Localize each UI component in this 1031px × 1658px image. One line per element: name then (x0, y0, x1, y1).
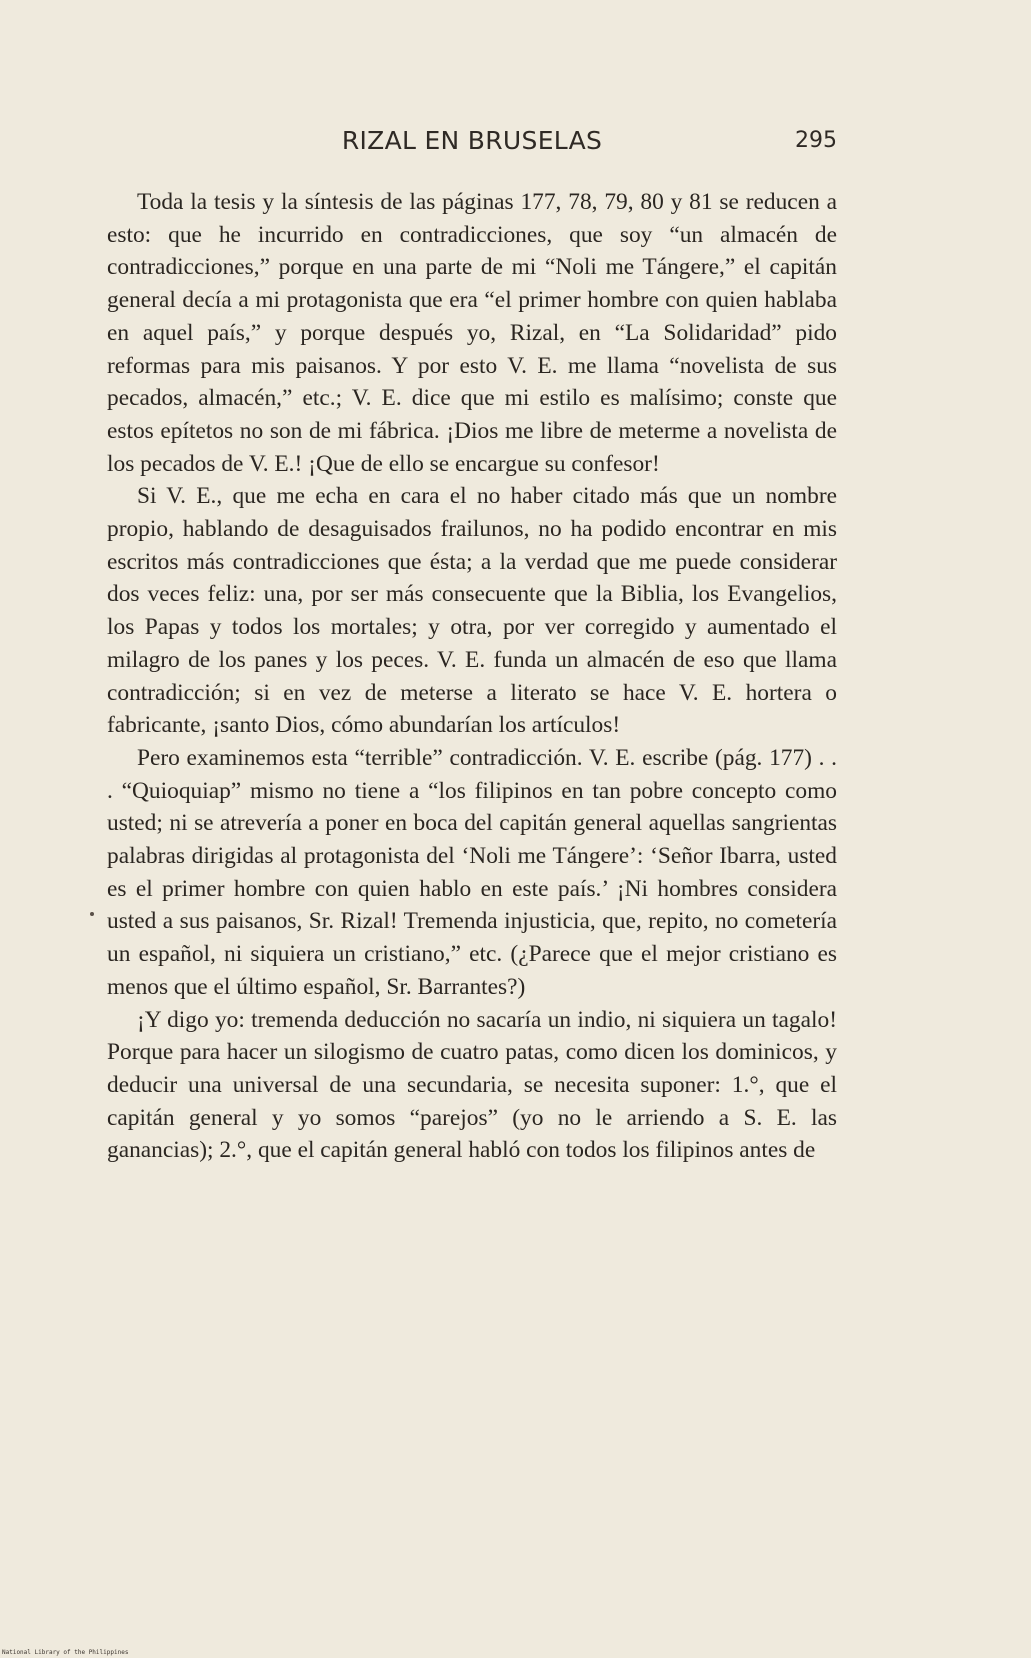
running-head (107, 126, 837, 166)
paragraph-3: Pero examinemos esta “terrible” contradicción. V. E. escribe (pág. 177) . . . “Quioquiap” mismo no tiene a “los filipinos en tan pobre concepto como usted; ni se atrevería a poner en boca del capitán general aquellas sangrientas palabras dirigidas al protagonista del ‘Noli me Tángere’: ‘Señor Ibarra, usted es el primer hombre con quien hablo en este país.’ ¡Ni hombres considera usted a sus paisanos, Sr. Rizal! Tremenda injusticia, que, repito, no cometería un español, ni siquiera un cristiano,” etc. (¿Parece que el mejor cristiano es menos que el último español, Sr. Barrantes?) (107, 744, 837, 1000)
page-number: 295 (795, 128, 837, 153)
body-text (107, 186, 837, 1167)
margin-mark (90, 912, 94, 916)
paragraph-1: Toda la tesis y la síntesis de las páginas 177, 78, 79, 80 y 81 se reducen a esto: que he incurrido en contradicciones, que soy “un almacén de contradicciones,” porque en una parte de mi “Noli me Tángere,” el capitán general decía a mi protagonista que era “el primer hombre con quien hablaba en aquel país,” y porque después yo, Rizal, en “La Solidaridad” pido reformas para mis paisanos. Y por esto V. E. me llama “novelista de sus pecados, almacén,” etc.; V. E. dice que mi estilo es malísimo; conste que estos epítetos no son de mi fábrica. ¡Dios me libre de meterme a novelista de los pecados de V. E.! ¡Que de ello se encargue su confesor! (107, 189, 837, 477)
paragraph-2: Si V. E., que me echa en cara el no haber citado más que un nombre propio, hablando de desaguisados frailunos, no ha podido encontrar en mis escritos más contradicciones que ésta; a la verdad que me puede considerar dos veces feliz: una, por ser más consecuente que la Biblia, los Evangelios, los Papas y todos los mortales; y otra, por ver corregido y aumentado el milagro de los panes y los peces. V. E. funda un almacén de eso que llama contradicción; si en vez de meterse a literato se hace V. E. hortera o fabricante, ¡santo Dios, cómo abundarían los artículos! (107, 483, 837, 739)
library-credit: National Library of the Philippines (2, 1649, 129, 1656)
paragraph-4: ¡Y digo yo: tremenda deducción no sacaría un indio, ni siquiera un tagalo! Porque para hacer un silogismo de cuatro patas, como dicen los dominicos, y deducir una universal de una secundaria, se necesita suponer: 1.°, que el capitán general y yo somos “parejos” (yo no le arriendo a S. E. las ganancias); 2.°, que el capitán general habló con todos los filipinos antes de (107, 1006, 837, 1164)
running-title: RIZAL EN BRUSELAS (341, 126, 603, 155)
